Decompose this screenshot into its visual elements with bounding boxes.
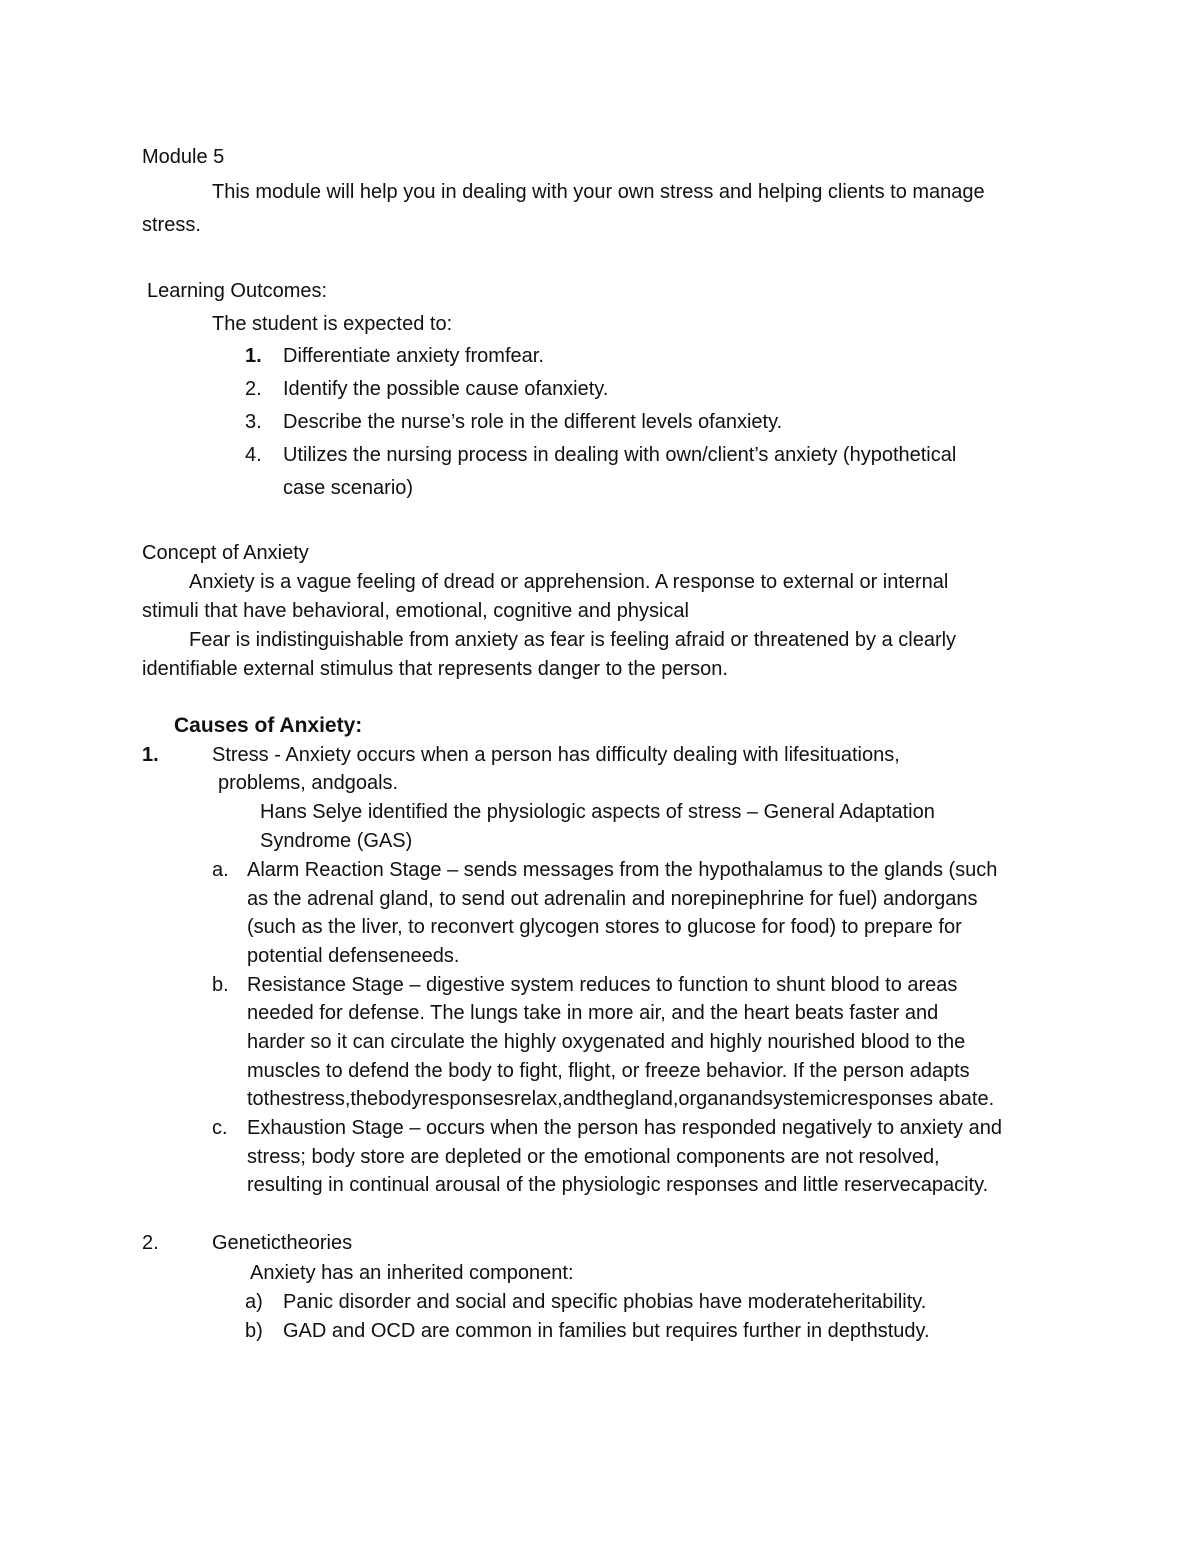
stage-letter: a. [212,859,229,881]
selye-line-2: Syndrome (GAS) [260,830,413,852]
stage-letter: c. [212,1117,228,1139]
outcome-text: Identify the possible cause ofanxiety. [283,378,609,400]
cause-1-line-2: problems, andgoals. [218,772,399,794]
subitem-letter: b) [245,1320,263,1342]
subitem-letter: a) [245,1291,263,1313]
cause-number: 2. [142,1232,159,1254]
cause-1-line-1: Stress - Anxiety occurs when a person has difficulty dealing with lifesituations, [212,744,900,766]
stage-text: Resistance Stage – digestive system reduces to function to shunt blood to areas [247,974,958,996]
outcome-number: 2. [245,378,262,400]
module-title: Module 5 [142,146,225,168]
stage-letter: b. [212,974,229,996]
stage-text: harder so it can circulate the highly oxygenated and highly nourished blood to the [247,1031,966,1053]
outcome-number: 3. [245,411,262,433]
stage-text: resulting in continual arousal of the physiologic responses and little reservecapacity. [247,1174,989,1196]
intro-line-2: stress. [142,214,201,236]
cause-2-lead: Anxiety has an inherited component: [250,1262,574,1284]
concept-heading: Concept of Anxiety [142,542,309,564]
concept-paragraph-2-line-2: identifiable external stimulus that represents danger to the person. [142,658,728,680]
selye-line-1: Hans Selye identified the physiologic aspects of stress – General Adaptation [260,801,935,823]
concept-paragraph-2-line-1: Fear is indistinguishable from anxiety as fear is feeling afraid or threatened by a clearly [189,629,957,651]
cause-2-title: Genetictheories [212,1232,353,1254]
outcome-text: Differentiate anxiety fromfear. [283,345,544,367]
outcome-text-continued: case scenario) [283,477,414,499]
stage-text: potential defenseneeds. [247,945,460,967]
outcome-text: Utilizes the nursing process in dealing with own/client’s anxiety (hypothetical [283,444,957,466]
stage-text: needed for defense. The lungs take in more air, and the heart beats faster and [247,1002,939,1024]
stage-text: Alarm Reaction Stage – sends messages from the hypothalamus to the glands (such [247,859,998,881]
concept-paragraph-1-line-1: Anxiety is a vague feeling of dread or apprehension. A response to external or internal [189,571,949,593]
cause-number: 1. [142,744,159,766]
stage-text: (such as the liver, to reconvert glycogen stores to glucose for food) to prepare for [247,916,962,938]
concept-paragraph-1-line-2: stimuli that have behavioral, emotional, cognitive and physical [142,600,689,622]
stage-text: muscles to defend the body to fight, flight, or freeze behavior. If the person adapts [247,1060,970,1082]
stage-text: stress; body store are depleted or the emotional components are not resolved, [247,1146,940,1168]
stage-text: tothestress,thebodyresponsesrelax,andthegland,organandsystemicresponses abate. [247,1088,995,1110]
subitem-text: Panic disorder and social and specific phobias have moderateheritability. [283,1291,927,1313]
stage-text: Exhaustion Stage – occurs when the person has responded negatively to anxiety and [247,1117,1002,1139]
subitem-text: GAD and OCD are common in families but requires further in depthstudy. [283,1320,930,1342]
intro-line-1: This module will help you in dealing with your own stress and helping clients to manage [212,181,985,203]
learning-outcomes-heading: Learning Outcomes: [147,280,328,302]
outcome-number: 1. [245,345,262,367]
learning-outcomes-lead: The student is expected to: [212,313,453,335]
stage-text: as the adrenal gland, to send out adrenalin and norepinephrine for fuel) andorgans [247,888,978,910]
causes-heading: Causes of Anxiety: [174,714,363,737]
outcome-number: 4. [245,444,262,466]
outcome-text: Describe the nurse’s role in the different levels ofanxiety. [283,411,783,433]
